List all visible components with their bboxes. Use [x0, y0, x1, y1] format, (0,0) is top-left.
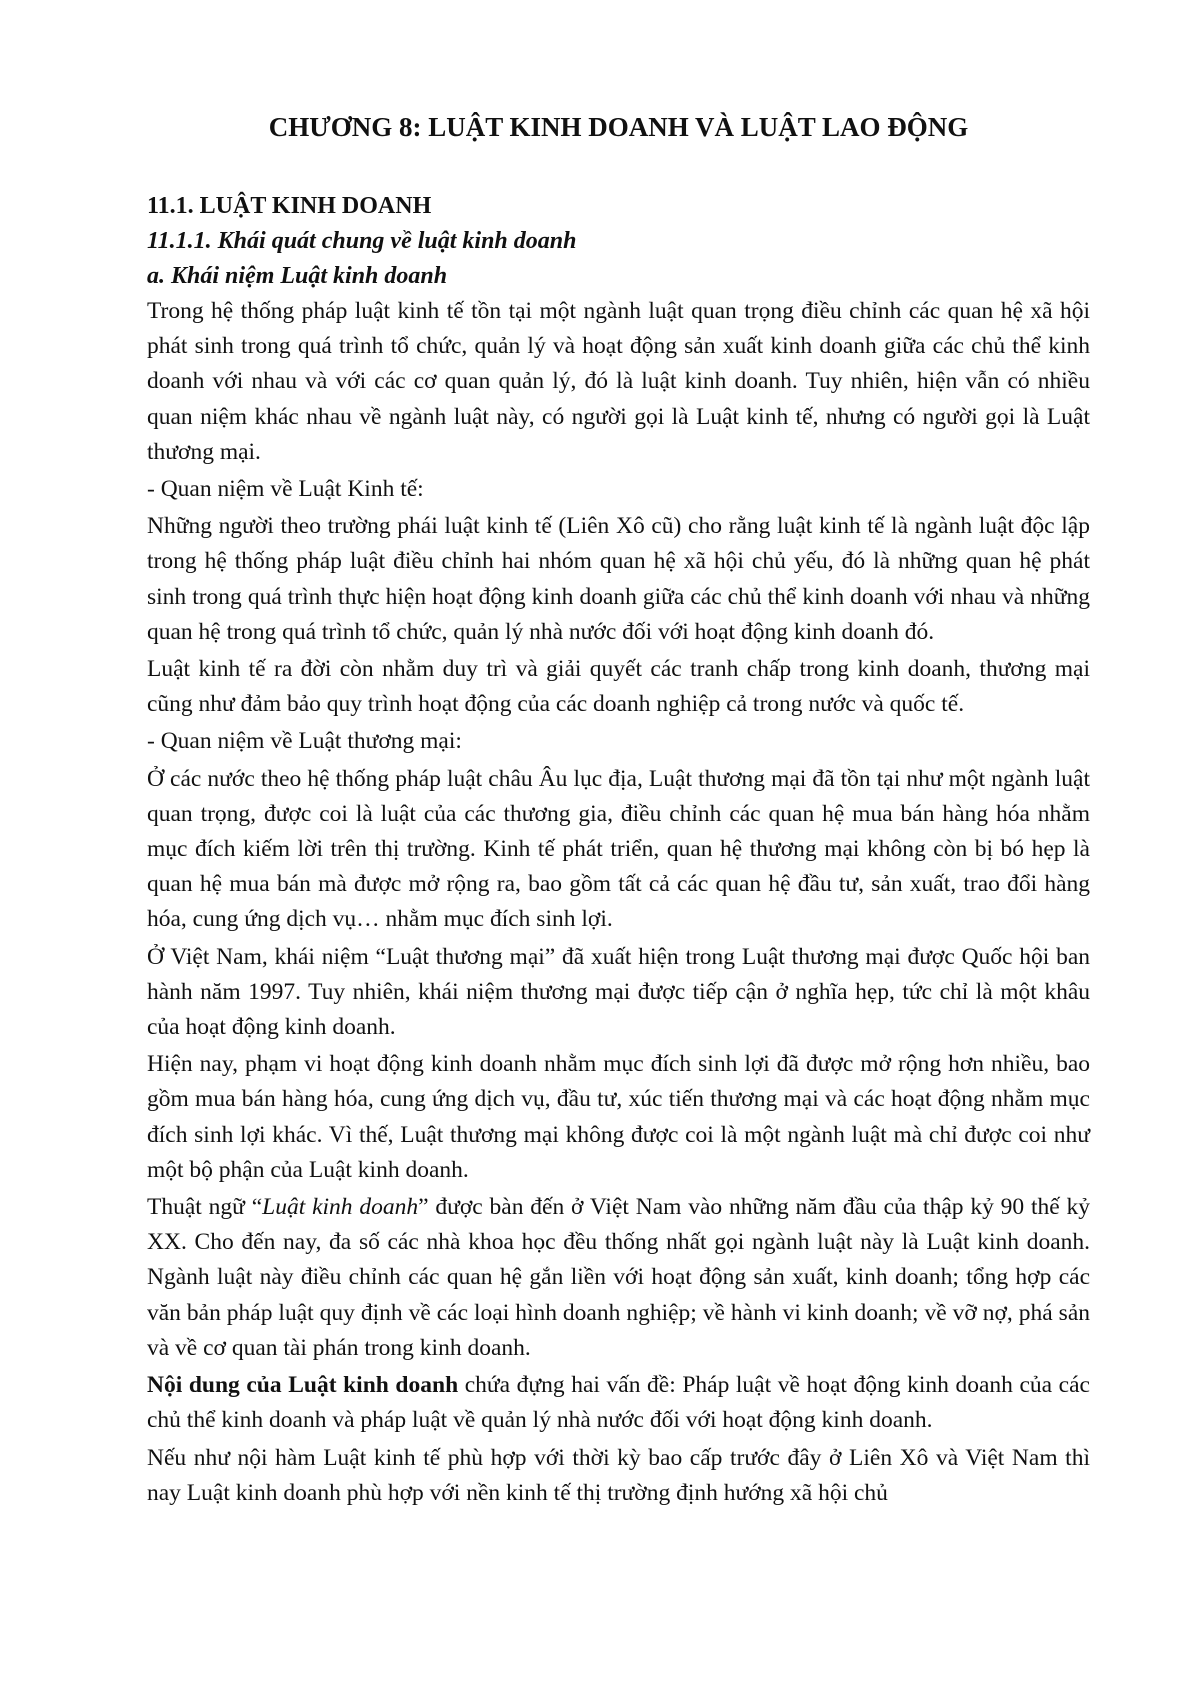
paragraph-9-post: ” được bàn đến ở Việt Nam vào những năm đầu của thập kỷ 90 thế kỷ XX. Cho đến nay, đa số các nhà khoa học đều thống nhất gọi ngành luật này là Luật kinh doanh. Ngành luật này điều chỉnh các quan hệ gắn liền với hoạt động sản xuất, kinh doanh; tổng hợp các văn bản pháp luật quy định về các loại hình doanh nghiệp; về hành vi kinh doanh; về vỡ nợ, phá sản và về cơ quan tài phán trong kinh doanh. [147, 1194, 1091, 1361]
paragraph-8-text: Hiện nay, phạm vi hoạt động kinh doanh nhằm mục đích sinh lợi đã được mở rộng hơn nhiều, bao gồm mua bán hàng hóa, cung ứng dịch vụ, đầu tư, xúc tiến thương mại và các hoạt động nhằm mục đích sinh lợi khác. Vì thế, Luật thương mại không được coi là một ngành luật mà chỉ được coi như một bộ phận của Luật kinh doanh. [147, 1051, 1090, 1183]
paragraph-10-bold: Nội dung của Luật kinh doanh [147, 1372, 459, 1399]
paragraph-10 [147, 1368, 1090, 1438]
paragraph-1-text: Trong hệ thống pháp luật kinh tế tồn tại một ngành luật quan trọng điều chỉnh các quan hệ xã hội phát sinh trong quá trình tổ chức, quản lý và hoạt động sản xuất kinh doanh giữa các chủ thể kinh doanh với nhau và với các cơ quan quản lý, đó là luật kinh doanh. Tuy nhiên, hiện vẫn có nhiều quan niệm khác nhau về ngành luật này, có người gọi là Luật kinh tế, nhưng có người gọi là Luật thương mại. [147, 298, 1090, 465]
paragraph-7 [147, 940, 1090, 1046]
paragraph-4-text: Luật kinh tế ra đời còn nhằm duy trì và giải quyết các tranh chấp trong kinh doanh, thương mại cũng như đảm bảo quy trình hoạt động của các doanh nghiệp cả trong nước và quốc tế. [147, 656, 1090, 718]
paragraph-2 [147, 472, 1090, 507]
paragraph-8 [147, 1047, 1090, 1188]
document-page [147, 110, 1090, 1511]
subsection-heading: 11.1.1. Khái quát chung về luật kinh doanh [147, 228, 577, 254]
paragraph-11 [147, 1441, 1090, 1511]
section-heading: 11.1. LUẬT KINH DOANH [147, 193, 432, 219]
paragraph-4 [147, 652, 1090, 722]
chapter-title: CHƯƠNG 8: LUẬT KINH DOANH VÀ LUẬT LAO ĐỘNG [268, 112, 969, 142]
paragraph-9 [147, 1190, 1090, 1366]
paragraph-1 [147, 294, 1090, 470]
paragraph-9-emphasis: Luật kinh doanh [262, 1194, 419, 1221]
paragraph-2-text: - Quan niệm về Luật Kinh tế: [147, 476, 424, 503]
paragraph-3 [147, 509, 1090, 650]
paragraph-6 [147, 762, 1090, 938]
paragraph-5 [147, 724, 1090, 759]
paragraph-10-rest: chứa đựng hai vấn đề: Pháp luật về hoạt động kinh doanh của các chủ thể kinh doanh và pháp luật về quản lý nhà nước đối với hoạt động kinh doanh. [147, 1372, 1090, 1434]
paragraph-3-text: Những người theo trường phái luật kinh tế (Liên Xô cũ) cho rằng luật kinh tế là ngành luật độc lập trong hệ thống pháp luật điều chỉnh hai nhóm quan hệ xã hội chủ yếu, đó là những quan hệ phát sinh trong quá trình thực hiện hoạt động kinh doanh giữa các chủ thể kinh doanh với nhau và những quan hệ trong quá trình tổ chức, quản lý nhà nước đối với hoạt động kinh doanh đó. [147, 513, 1090, 645]
paragraph-5-text: - Quan niệm về Luật thương mại: [147, 728, 462, 755]
paragraph-9-pre: Thuật ngữ “ [147, 1194, 263, 1221]
paragraph-11-text: Nếu như nội hàm Luật kinh tế phù hợp với thời kỳ bao cấp trước đây ở Liên Xô và Việt Nam thì nay Luật kinh doanh phù hợp với nền kinh tế thị trường định hướng xã hội chủ [147, 1444, 1090, 1506]
paragraph-6-text: Ở các nước theo hệ thống pháp luật châu Âu lục địa, Luật thương mại đã tồn tại như một ngành luật quan trọng, được coi là luật của các thương gia, điều chỉnh các quan hệ mua bán hàng hóa nhằm mục đích kiếm lời trên thị trường. Kinh tế phát triển, quan hệ thương mại không còn bị bó hẹp là quan hệ mua bán mà được mở rộng ra, bao gồm tất cả các quan hệ đầu tư, sản xuất, trao đổi hàng hóa, cung ứng dịch vụ… nhằm mục đích sinh lợi. [147, 765, 1090, 933]
paragraph-7-text: Ở Việt Nam, khái niệm “Luật thương mại” đã xuất hiện trong Luật thương mại được Quốc hội ban hành năm 1997. Tuy nhiên, khái niệm thương mại được tiếp cận ở nghĩa hẹp, tức chỉ là một khâu của hoạt động kinh doanh. [147, 943, 1090, 1041]
sub-subsection-heading: a. Khái niệm Luật kinh doanh [147, 263, 448, 289]
